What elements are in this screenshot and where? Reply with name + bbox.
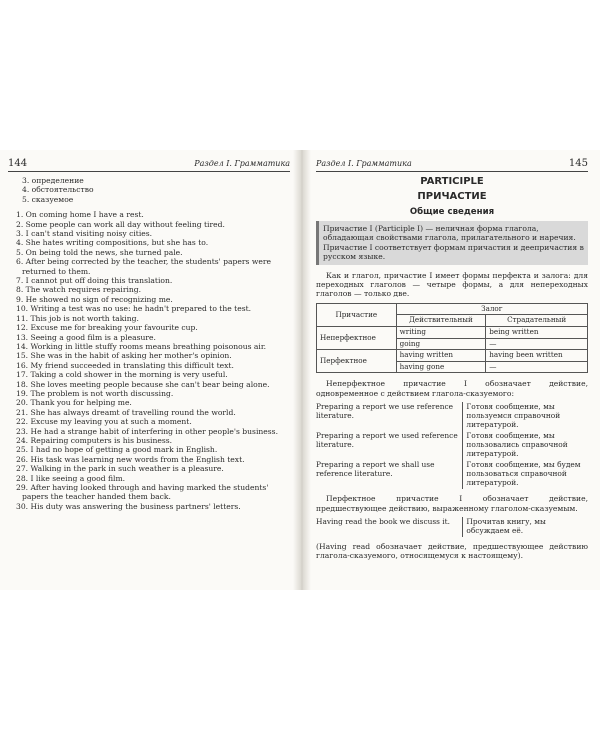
sentence-item: 26. His task was learning new words from the English text.: [16, 454, 245, 464]
table-header-active: Действительный: [396, 315, 486, 327]
sentence-item: 29. After having looked through and having marked the students' papers the teacher handed them back.: [16, 483, 269, 502]
table-cell: having gone: [396, 361, 486, 373]
answer-options: [8, 176, 290, 204]
example-en: Having read the book we discuss it.: [316, 517, 450, 527]
example-en: Preparing a report we used reference literature.: [316, 431, 458, 450]
nonperfect-examples: [316, 402, 588, 489]
table-cell: having written: [396, 350, 486, 362]
example-ru: Готовя сообщение, мы пользовались справочной литературой.: [463, 431, 588, 460]
sentence-item: 16. My friend succeeded in translating this difficult text.: [16, 360, 234, 370]
sentence-item: 11. This job is not worth taking.: [16, 313, 139, 323]
table-cell: being written: [486, 327, 588, 339]
table-header-passive: Страдательный: [486, 315, 588, 327]
table-cell: going: [396, 338, 486, 350]
table-cell: —: [486, 338, 588, 350]
sentence-item: 23. He had a strange habit of interfering in other people's business.: [16, 426, 278, 436]
example-ru: Готовя сообщение, мы будем пользоваться справочной литературой.: [463, 460, 588, 489]
sentence-item: 28. I like seeing a good film.: [16, 473, 126, 483]
row-label-nonperfect: Неперфектное: [317, 327, 397, 350]
right-page-header: [316, 158, 588, 172]
right-running-title: Раздел I. Грамматика: [316, 159, 412, 168]
sentence-item: 15. She was in the habit of asking her mother's opinion.: [16, 351, 232, 361]
exercise-sentences: [8, 210, 290, 511]
table-header-voice: Залог: [396, 303, 587, 315]
sentence-item: 10. Writing a test was no use: he hadn't prepared to the test.: [16, 304, 252, 314]
book-gutter: [293, 150, 311, 590]
sentence-item: 19. The problem is not worth discussing.: [16, 388, 174, 398]
sentence-item: 8. The watch requires repairing.: [16, 285, 142, 295]
sentence-item: 7. I cannot put off doing this translation.: [16, 276, 173, 286]
sentence-item: 25. I had no hope of getting a good mark in English.: [16, 445, 218, 455]
table-cell: having been written: [486, 350, 588, 362]
section-title-en: PARTICIPLE: [420, 176, 484, 187]
participle-forms-table: [316, 303, 588, 374]
nonperfect-paragraph: Неперфектное причастие I обозначает действие, одновременное с действием глагола-сказуемого:: [316, 379, 588, 398]
perfect-paragraph: Перфектное причастие I обозначает действие, предшествующее действию, выраженному глаголом-сказуемым.: [316, 494, 588, 513]
sentence-item: 4. She hates writing compositions, but she has to.: [16, 238, 209, 248]
sentence-item: 12. Excuse me for breaking your favourite cup.: [16, 323, 198, 333]
table-header-participle: Причастие: [317, 303, 397, 326]
perfect-example: [316, 517, 588, 537]
left-page-number: 144: [8, 158, 28, 169]
right-page: [316, 158, 588, 565]
sentence-item: 17. Taking a cold shower in the morning is very useful.: [16, 370, 228, 380]
sentence-item: 9. He showed no sign of recognizing me.: [16, 294, 173, 304]
right-page-number: 145: [568, 158, 588, 169]
example-en: Preparing a report we shall use reference literature.: [316, 460, 435, 479]
perfect-note: (Having read обозначает действие, предшествующее действию глагола-сказуемого, относящемуся к настоящему).: [316, 542, 588, 561]
sentence-item: 18. She loves meeting people because she can't bear being alone.: [16, 379, 270, 389]
left-page: [8, 158, 290, 511]
table-cell: writing: [396, 327, 486, 339]
sentence-item: 2. Some people can work all day without feeling tired.: [16, 219, 225, 229]
sentence-item: 20. Thank you for helping me.: [16, 398, 132, 408]
left-running-title: Раздел I. Грамматика: [194, 159, 290, 168]
example-ru: Прочитав книгу, мы обсуждаем её.: [463, 517, 588, 537]
sentence-item: 30. His duty was answering the business partners' letters.: [16, 501, 241, 511]
left-page-header: [8, 158, 290, 172]
sentence-item: 6. After being corrected by the teacher, the students' papers were returned to them.: [16, 257, 271, 276]
option-item: 5. сказуемое: [22, 194, 74, 204]
section-subtitle: Общие сведения: [409, 207, 495, 217]
example-en: Preparing a report we use reference literature.: [316, 402, 453, 421]
sentence-item: 1. On coming home I have a rest.: [16, 210, 144, 220]
table-cell: —: [486, 361, 588, 373]
option-item: 4. обстоятельство: [22, 185, 94, 195]
sentence-item: 24. Repairing computers is his business.: [16, 435, 173, 445]
example-ru: Готовя сообщение, мы пользуемся справочной литературой.: [463, 402, 588, 431]
sentence-item: 14. Working in little stuffy rooms means breathing poisonous air.: [16, 341, 267, 351]
sentence-item: 3. I can't stand visiting noisy cities.: [16, 229, 153, 239]
intro-paragraph: Как и глагол, причастие I имеет формы перфекта и залога: для переходных глаголов — четыре формы, а для непереходных глаголов — только две.: [316, 270, 588, 299]
definition-box: Причастие I (Participle I) — неличная форма глагола, обладающая свойствами глагола, прилагательного и наречия. Причастие I соответствует формам причастия и деепричастия в русском языке.: [316, 221, 588, 265]
option-item: 3. определение: [22, 176, 84, 185]
sentence-item: 13. Seeing a good film is a pleasure.: [16, 332, 156, 342]
sentence-item: 27. Walking in the park in such weather is a pleasure.: [16, 464, 224, 474]
sentence-item: 22. Excuse my leaving you at such a moment.: [16, 417, 192, 427]
sentence-item: 21. She has always dreamt of travelling round the world.: [16, 407, 236, 417]
section-title-ru: ПРИЧАСТИЕ: [417, 191, 487, 202]
sentence-item: 5. On being told the news, she turned pale.: [16, 247, 183, 257]
row-label-perfect: Перфектное: [317, 350, 397, 373]
